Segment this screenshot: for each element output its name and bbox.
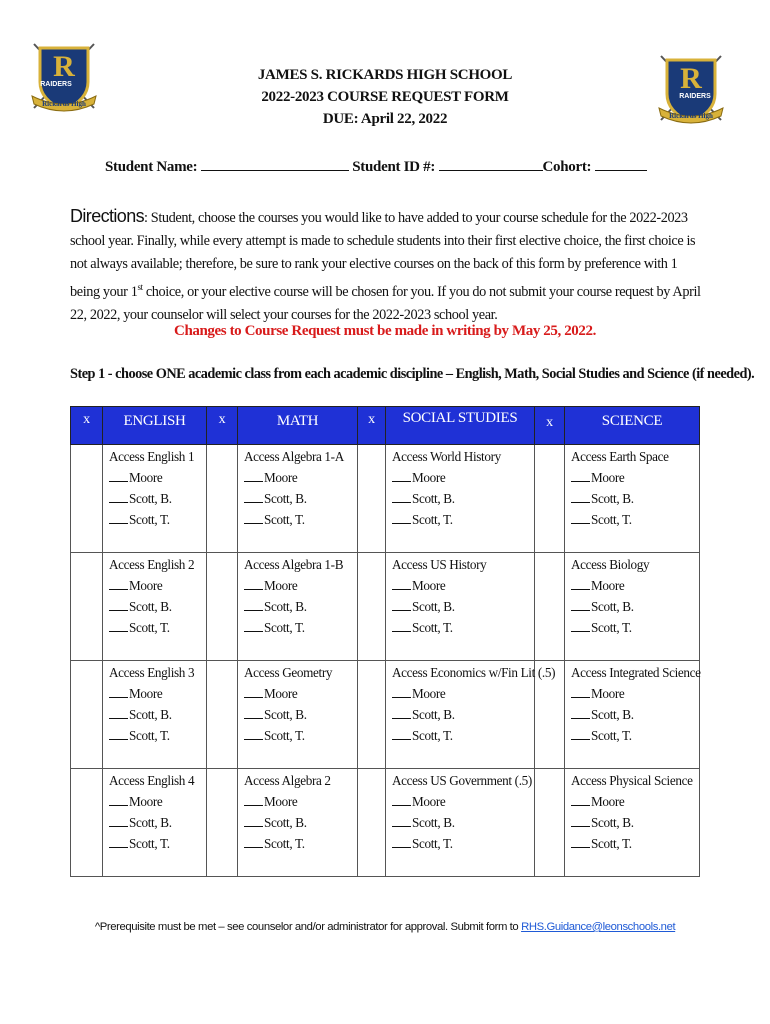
select-box-science[interactable] [535, 445, 565, 553]
teacher-option[interactable] [109, 617, 206, 638]
course-title: Access Biology [571, 557, 650, 572]
teacher-name: Scott, B. [129, 815, 172, 830]
teacher-checkline[interactable] [244, 511, 263, 524]
teacher-name: Scott, T. [129, 620, 170, 635]
select-box-science[interactable] [535, 553, 565, 661]
teacher-option[interactable] [109, 791, 206, 812]
directions-superscript: st [137, 282, 143, 292]
course-title: Access World History [392, 449, 501, 464]
directions-heading: Directions [70, 206, 145, 226]
student-id-label: Student ID #: [352, 159, 436, 175]
teacher-option[interactable] [244, 617, 357, 638]
logo-letter: R [680, 62, 702, 95]
teacher-name: Moore [264, 686, 298, 701]
teacher-name: Moore [591, 578, 625, 593]
teacher-checkline[interactable] [392, 793, 411, 806]
course-request-table [70, 406, 700, 877]
teacher-option[interactable] [244, 683, 357, 704]
x-header-english: x [71, 407, 103, 445]
teacher-option[interactable] [571, 617, 699, 638]
teacher-checkline[interactable] [571, 706, 590, 719]
teacher-name: Scott, T. [264, 836, 305, 851]
teacher-checkline[interactable] [109, 469, 128, 482]
course-cell-math [238, 769, 358, 877]
course-title: Access US Government (.5) [392, 773, 532, 788]
teacher-name: Scott, B. [264, 707, 307, 722]
teacher-option[interactable] [571, 488, 699, 509]
x-header-science: x [535, 407, 565, 445]
teacher-option[interactable] [244, 704, 357, 725]
teacher-checkline[interactable] [244, 685, 263, 698]
teacher-checkline[interactable] [571, 619, 590, 632]
header-english: ENGLISH [103, 407, 207, 445]
teacher-name: Moore [591, 470, 625, 485]
course-title: Access Earth Space [571, 449, 669, 464]
logo-letter: R [53, 50, 75, 83]
course-cell-science [565, 445, 700, 553]
teacher-option[interactable] [244, 791, 357, 812]
teacher-option[interactable] [392, 812, 534, 833]
course-cell-math [238, 553, 358, 661]
teacher-checkline[interactable] [244, 835, 263, 848]
teacher-name: Scott, B. [412, 599, 455, 614]
teacher-checkline[interactable] [244, 577, 263, 590]
cohort-field[interactable] [595, 156, 647, 171]
select-box-english[interactable] [71, 661, 103, 769]
teacher-name: Scott, T. [129, 836, 170, 851]
teacher-checkline[interactable] [392, 619, 411, 632]
select-box-math[interactable] [207, 553, 238, 661]
course-cell-science [565, 769, 700, 877]
teacher-option[interactable] [571, 683, 699, 704]
course-cell-social-studies [386, 553, 535, 661]
teacher-checkline[interactable] [244, 598, 263, 611]
course-title: Access English 3 [109, 665, 195, 680]
course-cell-english [103, 445, 207, 553]
teacher-checkline[interactable] [244, 490, 263, 503]
teacher-checkline[interactable] [109, 511, 128, 524]
teacher-option[interactable] [392, 833, 534, 854]
teacher-checkline[interactable] [392, 685, 411, 698]
course-title: Access US History [392, 557, 487, 572]
teacher-name: Scott, B. [264, 599, 307, 614]
course-cell-english [103, 769, 207, 877]
teacher-option[interactable] [392, 509, 534, 530]
teacher-checkline[interactable] [244, 727, 263, 740]
course-cell-social-studies [386, 445, 535, 553]
teacher-name: Moore [264, 578, 298, 593]
teacher-option[interactable] [109, 467, 206, 488]
teacher-name: Scott, B. [591, 491, 634, 506]
teacher-option[interactable] [392, 596, 534, 617]
teacher-option[interactable] [392, 488, 534, 509]
teacher-name: Scott, B. [264, 815, 307, 830]
cohort-label: Cohort: [542, 159, 592, 175]
footer-note [0, 921, 770, 933]
teacher-checkline[interactable] [109, 835, 128, 848]
teacher-name: Moore [412, 470, 446, 485]
teacher-name: Scott, T. [412, 728, 453, 743]
student-name-label: Student Name: [105, 159, 198, 175]
select-box-social-studies[interactable] [358, 769, 386, 877]
teacher-checkline[interactable] [244, 793, 263, 806]
teacher-option[interactable] [571, 509, 699, 530]
changes-notice: Changes to Course Request must be made in writing by May 25, 2022. [174, 323, 596, 339]
teacher-name: Moore [264, 794, 298, 809]
select-box-math[interactable] [207, 769, 238, 877]
teacher-option[interactable] [244, 488, 357, 509]
teacher-checkline[interactable] [392, 577, 411, 590]
course-title: Access English 1 [109, 449, 195, 464]
teacher-name: Moore [591, 794, 625, 809]
teacher-checkline[interactable] [571, 727, 590, 740]
teacher-checkline[interactable] [244, 814, 263, 827]
x-header-math: x [207, 407, 238, 445]
teacher-checkline[interactable] [109, 490, 128, 503]
course-cell-science [565, 661, 700, 769]
select-box-english[interactable] [71, 553, 103, 661]
logo-banner-text: Rickards High [42, 100, 86, 108]
teacher-checkline[interactable] [109, 577, 128, 590]
teacher-option[interactable] [571, 725, 699, 746]
teacher-name: Scott, B. [591, 599, 634, 614]
teacher-checkline[interactable] [392, 835, 411, 848]
x-header-social-studies: x [358, 407, 386, 445]
course-title: Access Integrated Science [571, 665, 701, 680]
teacher-name: Moore [412, 578, 446, 593]
teacher-name: Scott, T. [591, 728, 632, 743]
teacher-option[interactable] [244, 575, 357, 596]
teacher-name: Scott, B. [412, 491, 455, 506]
directions-text-2: choice, or your elective course will be chosen for you. If you do not submit your course request by April 22, 2022, your counselor will select your courses for the 2022-2023 school year. [70, 283, 701, 323]
course-title: Access Algebra 1-A [244, 449, 344, 464]
course-title: Access English 2 [109, 557, 195, 572]
teacher-option[interactable] [109, 575, 206, 596]
teacher-option[interactable] [109, 509, 206, 530]
teacher-checkline[interactable] [571, 598, 590, 611]
teacher-name: Scott, T. [264, 728, 305, 743]
school-name: JAMES S. RICKARDS HIGH SCHOOL [257, 67, 513, 83]
teacher-checkline[interactable] [571, 793, 590, 806]
directions-paragraph [70, 205, 710, 327]
header-social-studies: SOCIAL STUDIES [386, 407, 535, 445]
teacher-option[interactable] [571, 704, 699, 725]
teacher-option[interactable] [392, 704, 534, 725]
teacher-name: Moore [129, 686, 163, 701]
course-title: Access English 4 [109, 773, 195, 788]
teacher-checkline[interactable] [392, 727, 411, 740]
teacher-name: Scott, B. [591, 815, 634, 830]
logo-mascot-text: RAIDERS [40, 81, 72, 88]
teacher-name: Moore [412, 794, 446, 809]
teacher-option[interactable] [109, 833, 206, 854]
teacher-option[interactable] [109, 704, 206, 725]
teacher-name: Scott, T. [129, 512, 170, 527]
teacher-name: Scott, B. [129, 707, 172, 722]
teacher-option[interactable] [109, 812, 206, 833]
teacher-name: Scott, T. [264, 620, 305, 635]
teacher-checkline[interactable] [571, 577, 590, 590]
course-title: Access Algebra 2 [244, 773, 331, 788]
teacher-name: Moore [264, 470, 298, 485]
teacher-option[interactable] [392, 683, 534, 704]
teacher-option[interactable] [244, 812, 357, 833]
teacher-name: Moore [129, 578, 163, 593]
student-id-field[interactable] [439, 156, 543, 171]
course-cell-science [565, 553, 700, 661]
select-box-math[interactable] [207, 445, 238, 553]
course-cell-math [238, 661, 358, 769]
table-row [71, 553, 700, 661]
teacher-name: Scott, T. [412, 836, 453, 851]
select-box-social-studies[interactable] [358, 661, 386, 769]
guidance-email-link[interactable]: RHS.Guidance@leonschools.net [521, 921, 676, 933]
table-header-row [71, 407, 700, 445]
teacher-checkline[interactable] [109, 685, 128, 698]
course-cell-math [238, 445, 358, 553]
select-box-science[interactable] [535, 769, 565, 877]
teacher-option[interactable] [109, 683, 206, 704]
header-science: SCIENCE [565, 407, 700, 445]
teacher-checkline[interactable] [109, 598, 128, 611]
teacher-option[interactable] [571, 467, 699, 488]
teacher-option[interactable] [571, 812, 699, 833]
teacher-checkline[interactable] [392, 814, 411, 827]
teacher-name: Scott, T. [412, 512, 453, 527]
teacher-checkline[interactable] [109, 619, 128, 632]
table-row [71, 661, 700, 769]
step-1-instructions: Step 1 - choose ONE academic class from each academic discipline – English, Math, Social Studies and Science (if needed). [70, 366, 755, 382]
course-title: Access Geometry [244, 665, 333, 680]
teacher-name: Scott, T. [412, 620, 453, 635]
teacher-option[interactable] [571, 791, 699, 812]
teacher-checkline[interactable] [244, 619, 263, 632]
due-date: DUE: April 22, 2022 [322, 111, 448, 127]
table-row [71, 445, 700, 553]
teacher-checkline[interactable] [392, 706, 411, 719]
logo-banner-text: Rickards High [669, 112, 713, 120]
teacher-name: Scott, B. [412, 815, 455, 830]
teacher-name: Scott, T. [591, 836, 632, 851]
teacher-option[interactable] [392, 791, 534, 812]
teacher-checkline[interactable] [392, 598, 411, 611]
teacher-option[interactable] [392, 617, 534, 638]
teacher-name: Scott, T. [591, 620, 632, 635]
teacher-checkline[interactable] [392, 469, 411, 482]
teacher-checkline[interactable] [571, 469, 590, 482]
teacher-checkline[interactable] [109, 727, 128, 740]
course-cell-social-studies [386, 769, 535, 877]
directions-text-1: : Student, choose the courses you would like to have added to your course schedule for the 2022-2023 school year. Finally, while every attempt is made to schedule students into their first elective choice, the first choice is not always available; therefore, be sure to rank your elective courses on the back of this form by preference with 1 being your 1 [70, 210, 696, 300]
select-box-social-studies[interactable] [358, 553, 386, 661]
table-row [71, 769, 700, 877]
teacher-name: Moore [129, 470, 163, 485]
select-box-english[interactable] [71, 769, 103, 877]
teacher-name: Moore [412, 686, 446, 701]
teacher-name: Scott, B. [264, 491, 307, 506]
select-box-english[interactable] [71, 445, 103, 553]
student-name-field[interactable] [201, 156, 349, 171]
teacher-checkline[interactable] [392, 490, 411, 503]
course-cell-english [103, 661, 207, 769]
teacher-option[interactable] [244, 596, 357, 617]
teacher-name: Scott, T. [264, 512, 305, 527]
teacher-name: Moore [129, 794, 163, 809]
course-title: Access Physical Science [571, 773, 693, 788]
teacher-name: Scott, B. [129, 599, 172, 614]
form-header [0, 64, 770, 130]
teacher-name: Scott, B. [591, 707, 634, 722]
teacher-name: Scott, B. [129, 491, 172, 506]
course-cell-english [103, 553, 207, 661]
course-title: Access Algebra 1-B [244, 557, 344, 572]
teacher-checkline[interactable] [109, 706, 128, 719]
teacher-checkline[interactable] [244, 469, 263, 482]
teacher-checkline[interactable] [571, 835, 590, 848]
teacher-option[interactable] [109, 488, 206, 509]
teacher-name: Scott, B. [412, 707, 455, 722]
teacher-option[interactable] [244, 509, 357, 530]
teacher-checkline[interactable] [109, 814, 128, 827]
header-math: MATH [238, 407, 358, 445]
teacher-option[interactable] [571, 596, 699, 617]
teacher-checkline[interactable] [571, 490, 590, 503]
teacher-checkline[interactable] [571, 685, 590, 698]
teacher-checkline[interactable] [244, 706, 263, 719]
teacher-option[interactable] [244, 725, 357, 746]
teacher-option[interactable] [392, 575, 534, 596]
teacher-checkline[interactable] [571, 814, 590, 827]
teacher-checkline[interactable] [392, 511, 411, 524]
student-info-line [105, 156, 647, 176]
teacher-option[interactable] [392, 725, 534, 746]
teacher-option[interactable] [109, 596, 206, 617]
teacher-option[interactable] [392, 467, 534, 488]
teacher-option[interactable] [244, 833, 357, 854]
select-box-math[interactable] [207, 661, 238, 769]
select-box-social-studies[interactable] [358, 445, 386, 553]
teacher-name: Moore [591, 686, 625, 701]
course-title: Access Economics w/Fin Lit (.5) [392, 665, 556, 680]
teacher-name: Scott, T. [129, 728, 170, 743]
teacher-option[interactable] [571, 833, 699, 854]
teacher-option[interactable] [571, 575, 699, 596]
teacher-checkline[interactable] [109, 793, 128, 806]
teacher-checkline[interactable] [571, 511, 590, 524]
teacher-name: Scott, T. [591, 512, 632, 527]
footer-text: ^Prerequisite must be met – see counselor and/or administrator for approval. Submit form to [94, 921, 522, 933]
form-title: 2022-2023 COURSE REQUEST FORM [261, 89, 509, 105]
teacher-option[interactable] [109, 725, 206, 746]
logo-mascot-text: RAIDERS [679, 93, 711, 100]
course-cell-social-studies [386, 661, 556, 769]
teacher-option[interactable] [244, 467, 357, 488]
